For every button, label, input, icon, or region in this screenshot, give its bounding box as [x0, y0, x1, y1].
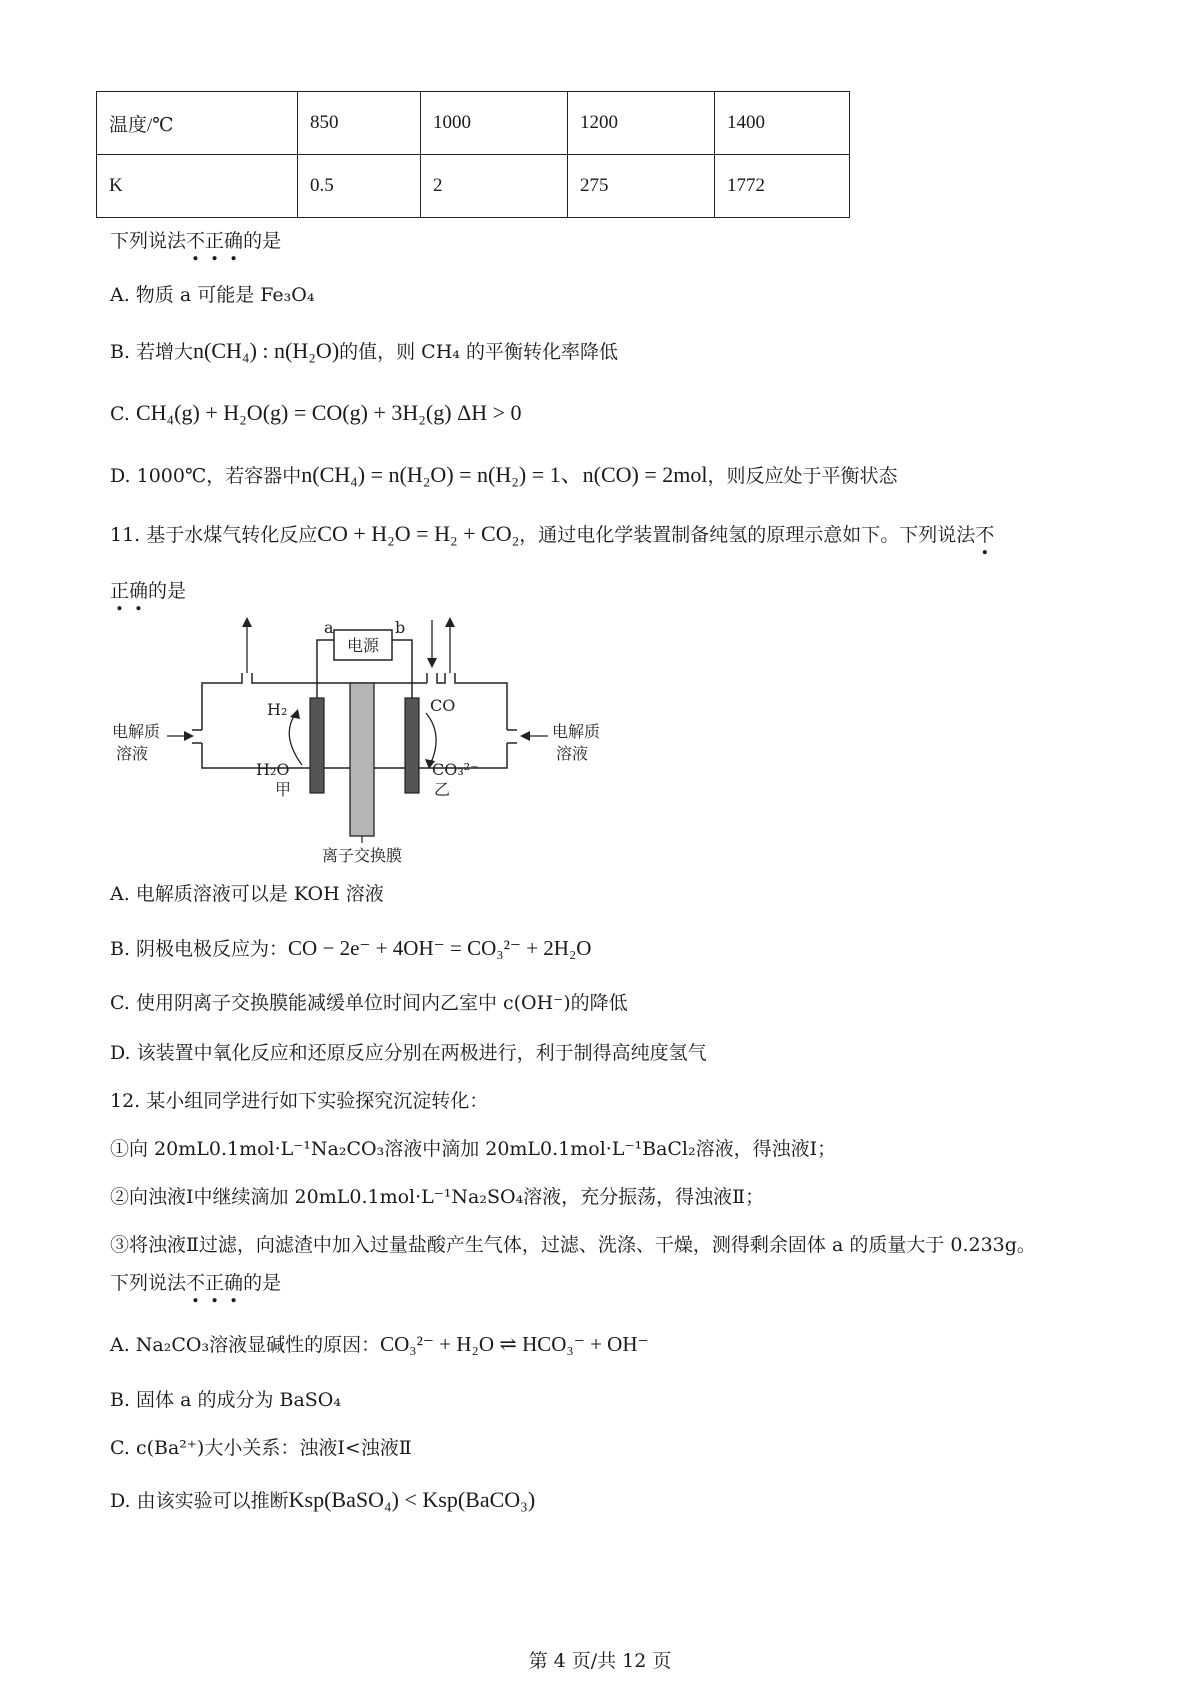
table-cell: 850	[298, 92, 421, 155]
reaction-arrow-right	[426, 713, 436, 765]
container-wall	[252, 673, 267, 683]
question-prompt	[110, 228, 281, 254]
option-text: D. 1000℃，若容器中	[110, 465, 302, 487]
table-cell: 1000	[421, 92, 568, 155]
option-d: D. 该装置中氧化反应和还原反应分别在两极进行，利于制得高纯度氢气	[110, 1042, 707, 1064]
emphasis-char: 不	[186, 1272, 206, 1294]
reaction-arrow-left	[289, 713, 302, 765]
option-text: A. Na₂CO₃溶液显碱性的原因：	[110, 1334, 381, 1356]
electrode-yi	[405, 698, 419, 793]
option-d	[110, 462, 898, 489]
step-2: ②向浊液Ⅰ中继续滴加 20mL0.1mol·L⁻¹Na₂SO₄溶液，充分振荡，得浊液Ⅱ；	[110, 1186, 765, 1208]
question-12-stem: 12. 某小组同学进行如下实验探究沉淀转化：	[110, 1090, 489, 1112]
emphasis-char: 正	[205, 1272, 225, 1294]
arrow-head	[184, 731, 194, 741]
power-label: 电源	[346, 636, 380, 655]
container-wall	[202, 673, 242, 730]
emphasis-char: 正	[205, 230, 225, 252]
option-c: C. c(Ba²⁺)大小关系：浊液Ⅰ<浊液Ⅱ	[110, 1437, 412, 1459]
emphasis-char: 不	[975, 524, 995, 546]
membrane-label: 离子交换膜	[321, 846, 403, 865]
option-a: A. 电解质溶液可以是 KOH 溶液	[110, 883, 384, 905]
step-3: ③将浊液Ⅱ过滤，向滤渣中加入过量盐酸产生气体，过滤、洗涤、干燥，测得剩余固体 a 的质量大于 0.233g。	[110, 1234, 1036, 1256]
prompt-text: 的是	[243, 1272, 282, 1294]
formula: n(CH₄) = n(H₂O) = n(H₂) = 1、n(CO) = 2mol	[301, 462, 708, 487]
option-text: B. 阴极电极反应为：	[110, 938, 289, 960]
formula: Ksp(BaSO₄) < Ksp(BaCO₃)	[288, 1487, 536, 1512]
prompt-text: 的是	[243, 230, 282, 252]
electrolyte-label-right: 溶液	[556, 744, 589, 763]
h2o-label: H₂O	[256, 760, 290, 779]
table-row	[97, 92, 850, 155]
arrow-head	[290, 709, 300, 719]
formula: CH₄(g) + H₂O(g) = CO(g) + 3H₂(g) ΔH > 0	[135, 400, 522, 425]
electrolyte-label-right: 电解质	[552, 722, 601, 741]
table-cell: 275	[568, 155, 715, 218]
option-b	[110, 935, 591, 962]
page-number: 第 4 页/共 12 页	[528, 1650, 672, 1672]
table-cell: 1772	[715, 155, 850, 218]
equilibrium-constant-table	[96, 91, 850, 218]
electrode-jia	[310, 698, 324, 793]
ion-exchange-membrane	[350, 683, 374, 836]
arrow-head-up	[445, 617, 455, 627]
emphasis-char: 确	[224, 230, 244, 252]
question-prompt	[110, 1270, 281, 1296]
container-wall	[437, 673, 445, 683]
stem-text: 的是	[148, 580, 187, 602]
h2-label: H₂	[267, 700, 288, 719]
option-c: C. 使用阴离子交换膜能减缓单位时间内乙室中 c(OH⁻)的降低	[110, 992, 628, 1014]
table-cell: 温度/℃	[97, 92, 298, 155]
table-cell: 2	[421, 155, 568, 218]
option-text: C.	[110, 403, 130, 425]
option-text: D. 由该实验可以推断	[110, 1490, 289, 1512]
table-cell: 0.5	[298, 155, 421, 218]
option-c	[110, 400, 522, 427]
option-text: B. 若增大	[110, 341, 194, 363]
step-1: ①向 20mL0.1mol·L⁻¹Na₂CO₃溶液中滴加 20mL0.1mol·L⁻¹BaCl₂溶液，得浊液Ⅰ；	[110, 1138, 837, 1160]
wire-left	[317, 640, 334, 698]
question-11-stem	[110, 521, 994, 548]
formula: CO − 2e⁻ + 4OH⁻ = CO₃²⁻ + 2H₂O	[288, 936, 592, 960]
electrolysis-diagram	[112, 615, 632, 865]
chamber-yi-label: 乙	[434, 780, 451, 799]
option-text: ，则反应处于平衡状态	[707, 465, 898, 487]
option-a	[110, 1331, 649, 1358]
stem-text: ，通过电化学装置制备纯氢的原理示意如下。下列说法	[519, 524, 976, 546]
table-cell: K	[97, 155, 298, 218]
chamber-jia-label: 甲	[275, 780, 292, 799]
formula: CO₃²⁻ + H₂O ⇌ HCO₃⁻ + OH⁻	[380, 1332, 649, 1356]
option-b	[110, 338, 618, 365]
emphasis-char: 确	[224, 1272, 244, 1294]
emphasis-char: 不	[186, 230, 206, 252]
electrolyte-label-left: 电解质	[112, 722, 161, 741]
wire-right	[392, 640, 412, 698]
stem-text: 11. 基于水煤气转化反应	[110, 524, 318, 546]
option-a: A. 物质 a 可能是 Fe₃O₄	[110, 284, 315, 306]
formula: n(CH₄) : n(H₂O)	[193, 338, 340, 363]
formula: CO + H₂O = H₂ + CO₂	[317, 521, 520, 546]
arrow-head	[520, 731, 530, 741]
arrow-head-up	[242, 617, 252, 627]
terminal-a-label: a	[324, 618, 334, 637]
option-d	[110, 1487, 535, 1514]
option-text: 的值，则 CH₄ 的平衡转化率降低	[339, 341, 618, 363]
electrolyte-label-left: 溶液	[116, 744, 149, 763]
table-cell: 1200	[568, 92, 715, 155]
table-row	[97, 155, 850, 218]
table-cell: 1400	[715, 92, 850, 155]
prompt-text: 下列说法	[110, 230, 187, 252]
emphasis-char: 确	[129, 580, 149, 602]
option-b: B. 固体 a 的成分为 BaSO₄	[110, 1389, 341, 1411]
arrow-head-down	[427, 658, 437, 668]
prompt-text: 下列说法	[110, 1272, 187, 1294]
co3-label: CO₃²⁻	[432, 760, 479, 779]
container-wall	[455, 673, 507, 730]
terminal-b-label: b	[395, 618, 406, 637]
emphasis-char: 正	[110, 580, 130, 602]
question-11-stem-cont	[110, 578, 186, 604]
co-label: CO	[430, 696, 456, 715]
